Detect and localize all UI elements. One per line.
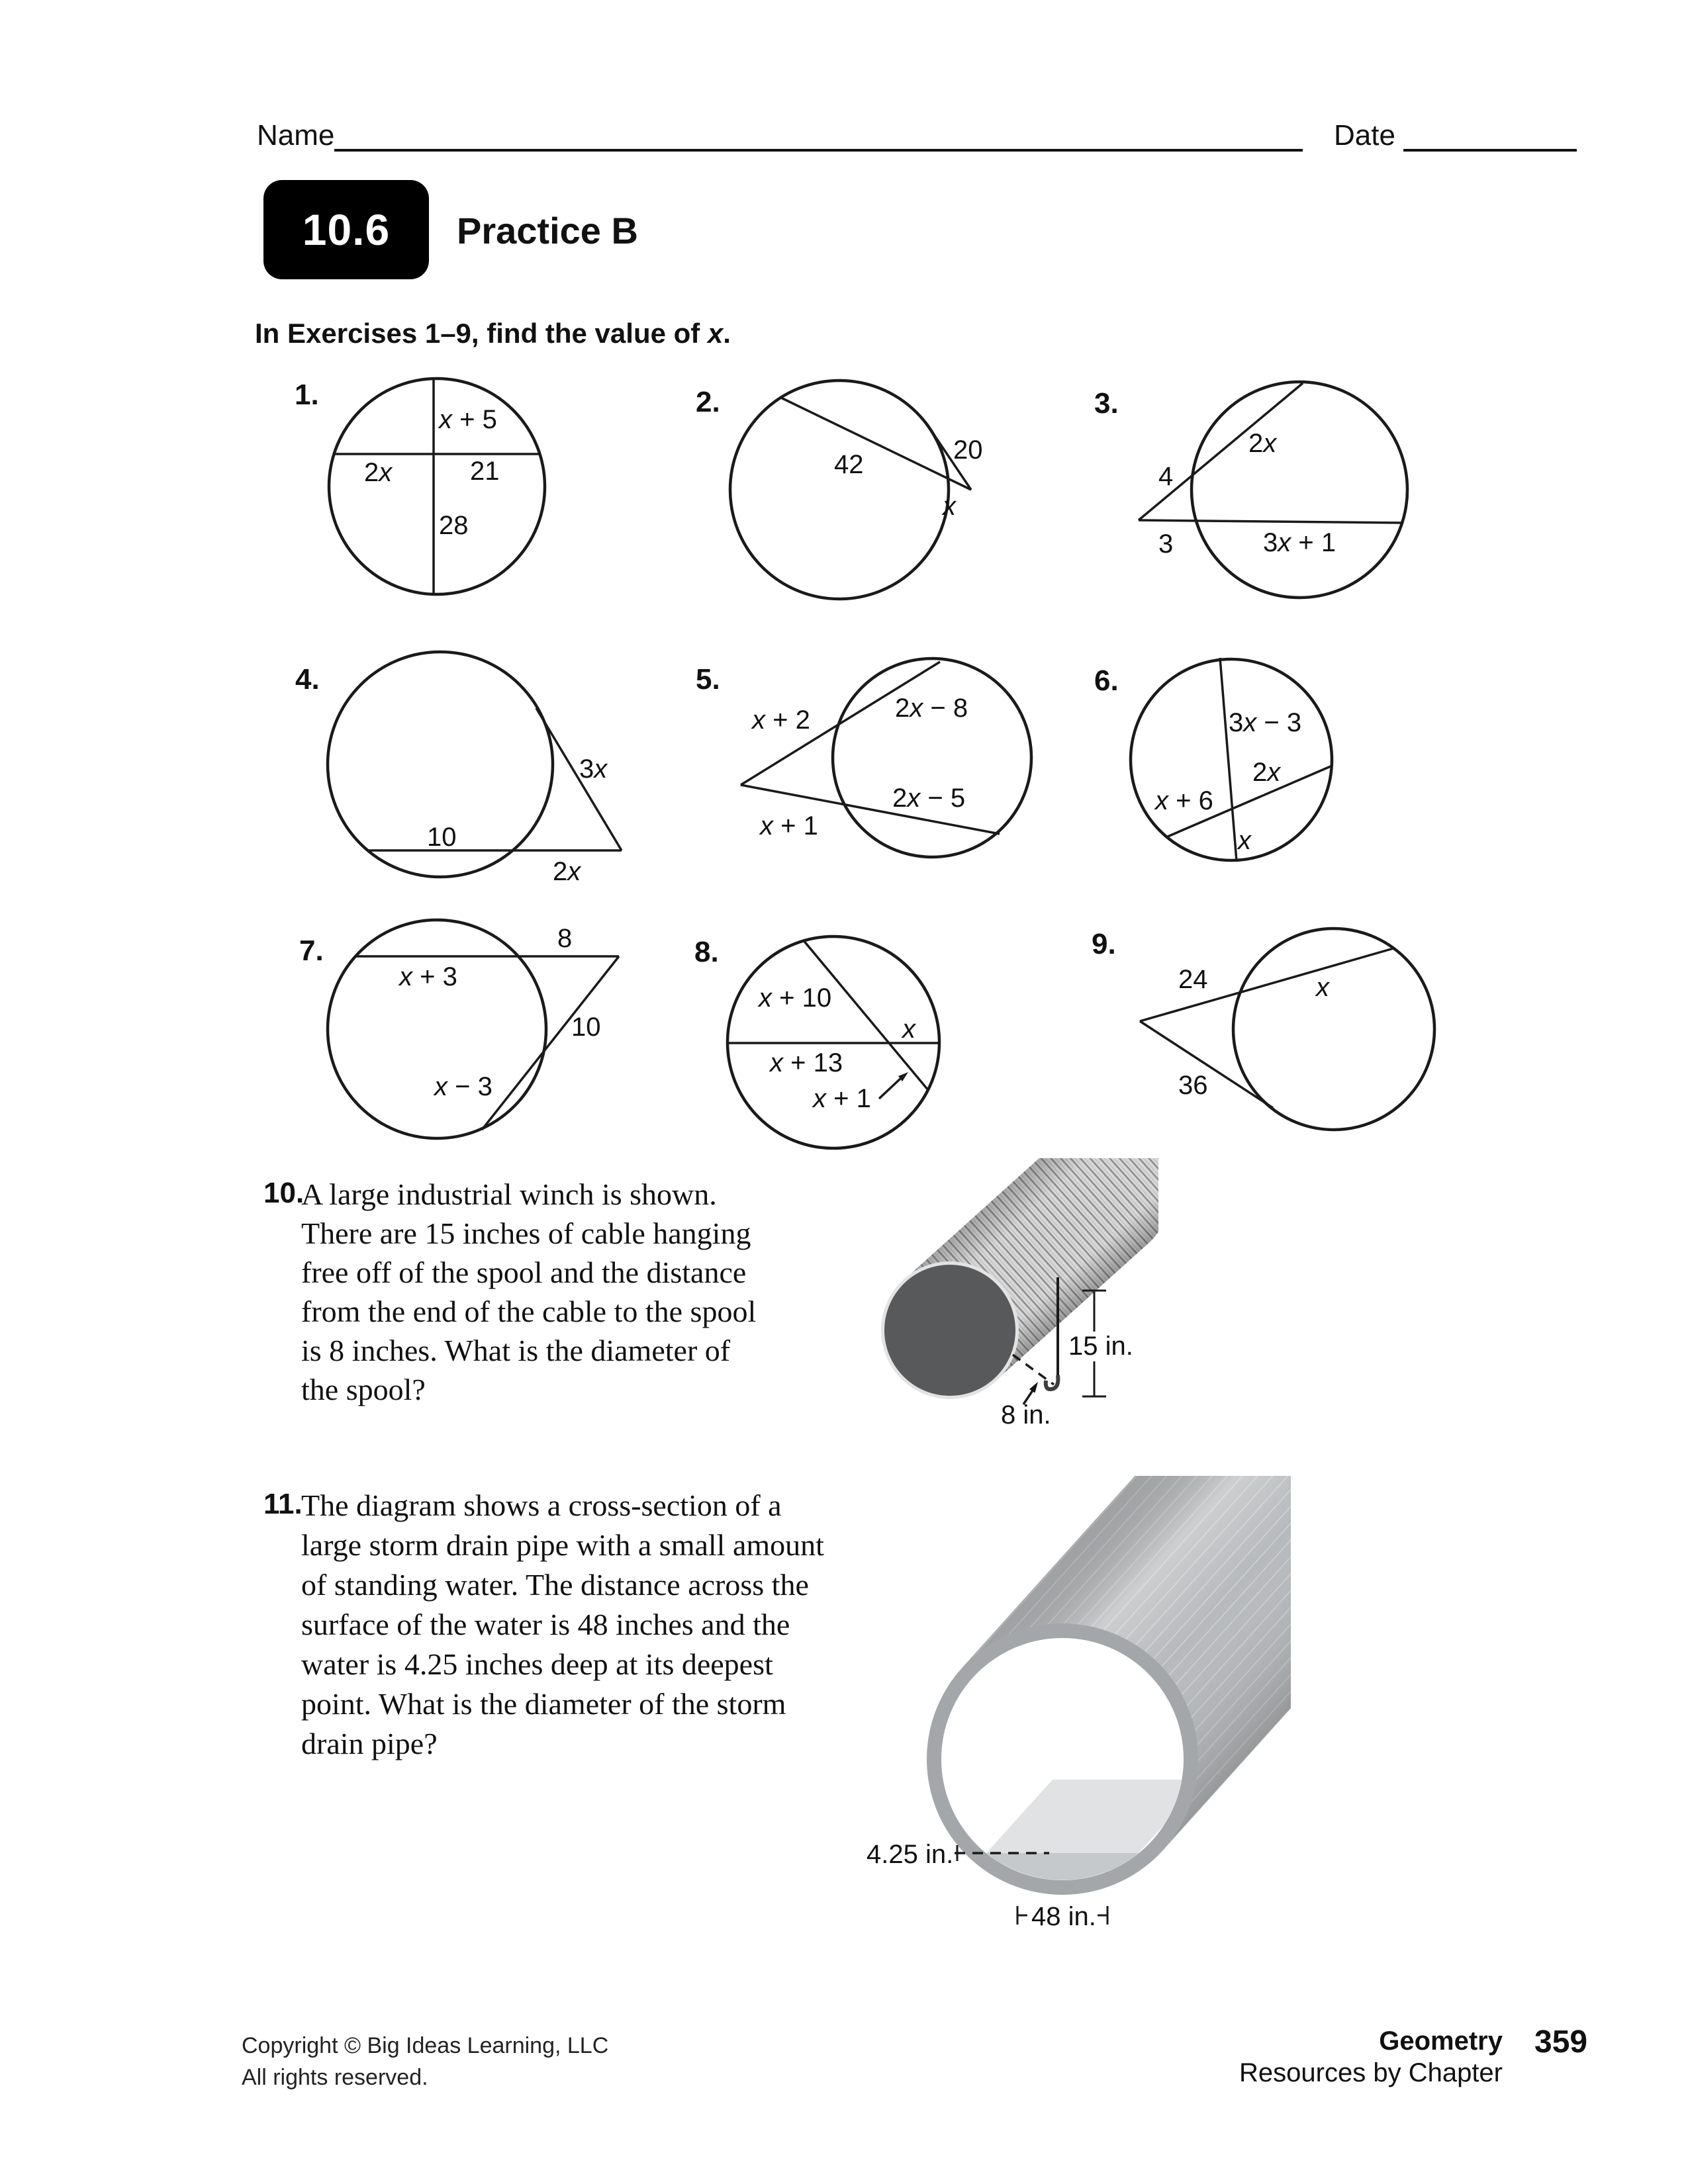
footer-resource: Resources by Chapter — [1239, 2058, 1503, 2087]
segment-label: x + 5 — [439, 405, 497, 434]
exercise-number: 9. — [1092, 928, 1116, 960]
segment-label: 2x — [553, 857, 581, 886]
footer-rights: All rights reserved. — [242, 2065, 428, 2090]
exercise-9-figure — [1079, 900, 1450, 1165]
dashed-measure-line — [1013, 1355, 1054, 1385]
segment-label: x — [902, 1015, 915, 1044]
arrow-head-icon — [1029, 1382, 1038, 1393]
segment-label: 2x — [1252, 758, 1281, 787]
exercise-number: 6. — [1094, 664, 1119, 697]
dimension-label-15in: 15 in. — [1066, 1332, 1136, 1361]
exercise-6 — [1079, 635, 1450, 900]
page-title: Practice B — [457, 210, 638, 251]
segment-label: 21 — [470, 457, 500, 486]
exercise-number: 7. — [299, 934, 324, 967]
exercise-number: 2. — [696, 386, 720, 418]
segment-label: 24 — [1178, 965, 1208, 994]
name-label: Name — [257, 119, 335, 152]
instructions-variable: x — [707, 318, 724, 349]
problem-text-line: There are 15 inches of cable hanging — [301, 1216, 751, 1250]
problem-text-line: point. What is the diameter of the storm — [301, 1687, 786, 1721]
segment-label: x — [1316, 973, 1329, 1002]
exercise-2 — [675, 371, 1046, 635]
segment-label: 2x — [364, 458, 393, 487]
segment-label: 3x − 3 — [1229, 708, 1302, 737]
segment-label: x + 1 — [760, 811, 818, 841]
segment-label: 36 — [1178, 1071, 1208, 1100]
segment-label: 3x — [579, 754, 608, 784]
exercise-number: 4. — [295, 663, 320, 696]
problem-text-line: water is 4.25 inches deep at its deepest — [301, 1647, 773, 1681]
segment-label: 28 — [439, 511, 469, 540]
problem-text-line: of standing water. The distance across the — [301, 1568, 809, 1602]
segment-label: x + 2 — [752, 705, 810, 735]
exercise-2-figure — [675, 371, 1046, 635]
spool-end-cap — [884, 1265, 1015, 1396]
segment-label: 8 — [557, 924, 573, 953]
segment-label: x + 13 — [770, 1048, 843, 1077]
exercise-4 — [278, 635, 649, 900]
footer-course: Geometry — [1379, 2026, 1503, 2056]
segment-label: 3 — [1158, 529, 1174, 559]
segment-label: x + 10 — [759, 983, 832, 1013]
problem-text-line: The diagram shows a cross-section of a — [301, 1488, 782, 1522]
segment-label: 10 — [571, 1013, 601, 1042]
segment-label: x − 3 — [434, 1072, 492, 1101]
problem-text-line: A large industrial winch is shown. — [301, 1177, 717, 1211]
footer-copyright: Copyright © Big Ideas Learning, LLC — [242, 2033, 609, 2058]
pipe-illustration — [827, 1476, 1291, 1952]
problem-number: 11. — [263, 1488, 303, 1520]
problem-text-line: drain pipe? — [301, 1727, 438, 1760]
segment-label: x + 3 — [399, 962, 457, 991]
segment-label: 4 — [1158, 462, 1174, 491]
exercise-number: 3. — [1094, 387, 1119, 420]
exercise-3-figure — [1079, 371, 1450, 635]
problem-text-line: the spool? — [301, 1373, 426, 1406]
exercise-7 — [278, 900, 649, 1165]
segment-label: x — [943, 492, 956, 521]
section-badge — [263, 180, 429, 279]
segment-label: 2x — [1248, 429, 1277, 458]
problem-text-line: from the end of the cable to the spool — [301, 1295, 757, 1328]
exercise-5-figure — [675, 635, 1046, 900]
segment-label: 20 — [953, 435, 983, 465]
name-input-line[interactable] — [334, 149, 1303, 152]
exercise-number: 8. — [694, 936, 719, 968]
section-number: 10.6 — [302, 205, 391, 254]
segment-label: 2x − 5 — [892, 784, 966, 813]
problem-text-line: large storm drain pipe with a small amount — [301, 1528, 824, 1562]
date-input-line[interactable] — [1403, 149, 1577, 152]
dimension-label-48in: 48 in. — [1031, 1902, 1096, 1931]
instructions — [255, 318, 731, 349]
segment-label: x + 6 — [1155, 786, 1213, 815]
exercise-8 — [675, 900, 1046, 1165]
dimension-label-425in: 4.25 in. — [867, 1840, 954, 1869]
exercise-9 — [1079, 900, 1450, 1165]
instructions-text: In Exercises 1–9, find the value of — [255, 318, 708, 349]
segment-label: x — [1238, 826, 1251, 855]
segment-label: 3x + 1 — [1263, 528, 1336, 557]
pipe-figure — [827, 1476, 1291, 1952]
problem-text-line: surface of the water is 48 inches and the — [301, 1608, 790, 1641]
dimension-label-8in: 8 in. — [1001, 1400, 1051, 1430]
instructions-period: . — [723, 318, 731, 349]
problem-number: 10. — [263, 1177, 305, 1209]
exercise-3 — [1079, 371, 1450, 635]
date-label: Date — [1334, 119, 1395, 152]
problem-text-line: free off of the spool and the distance — [301, 1255, 747, 1289]
winch-figure — [847, 1158, 1158, 1443]
problem-text-line: is 8 inches. What is the diameter of — [301, 1334, 731, 1367]
exercise-1 — [278, 371, 649, 635]
footer-page-number: 359 — [1534, 2025, 1588, 2060]
segment-label: 42 — [834, 450, 864, 479]
segment-label: 2x − 8 — [895, 694, 968, 723]
segment-label: x + 1 — [813, 1084, 871, 1113]
exercise-5 — [675, 635, 1046, 900]
segment-label: 10 — [427, 823, 457, 852]
exercise-8-figure — [675, 900, 1046, 1165]
exercise-number: 5. — [696, 663, 720, 696]
exercise-number: 1. — [295, 379, 319, 411]
